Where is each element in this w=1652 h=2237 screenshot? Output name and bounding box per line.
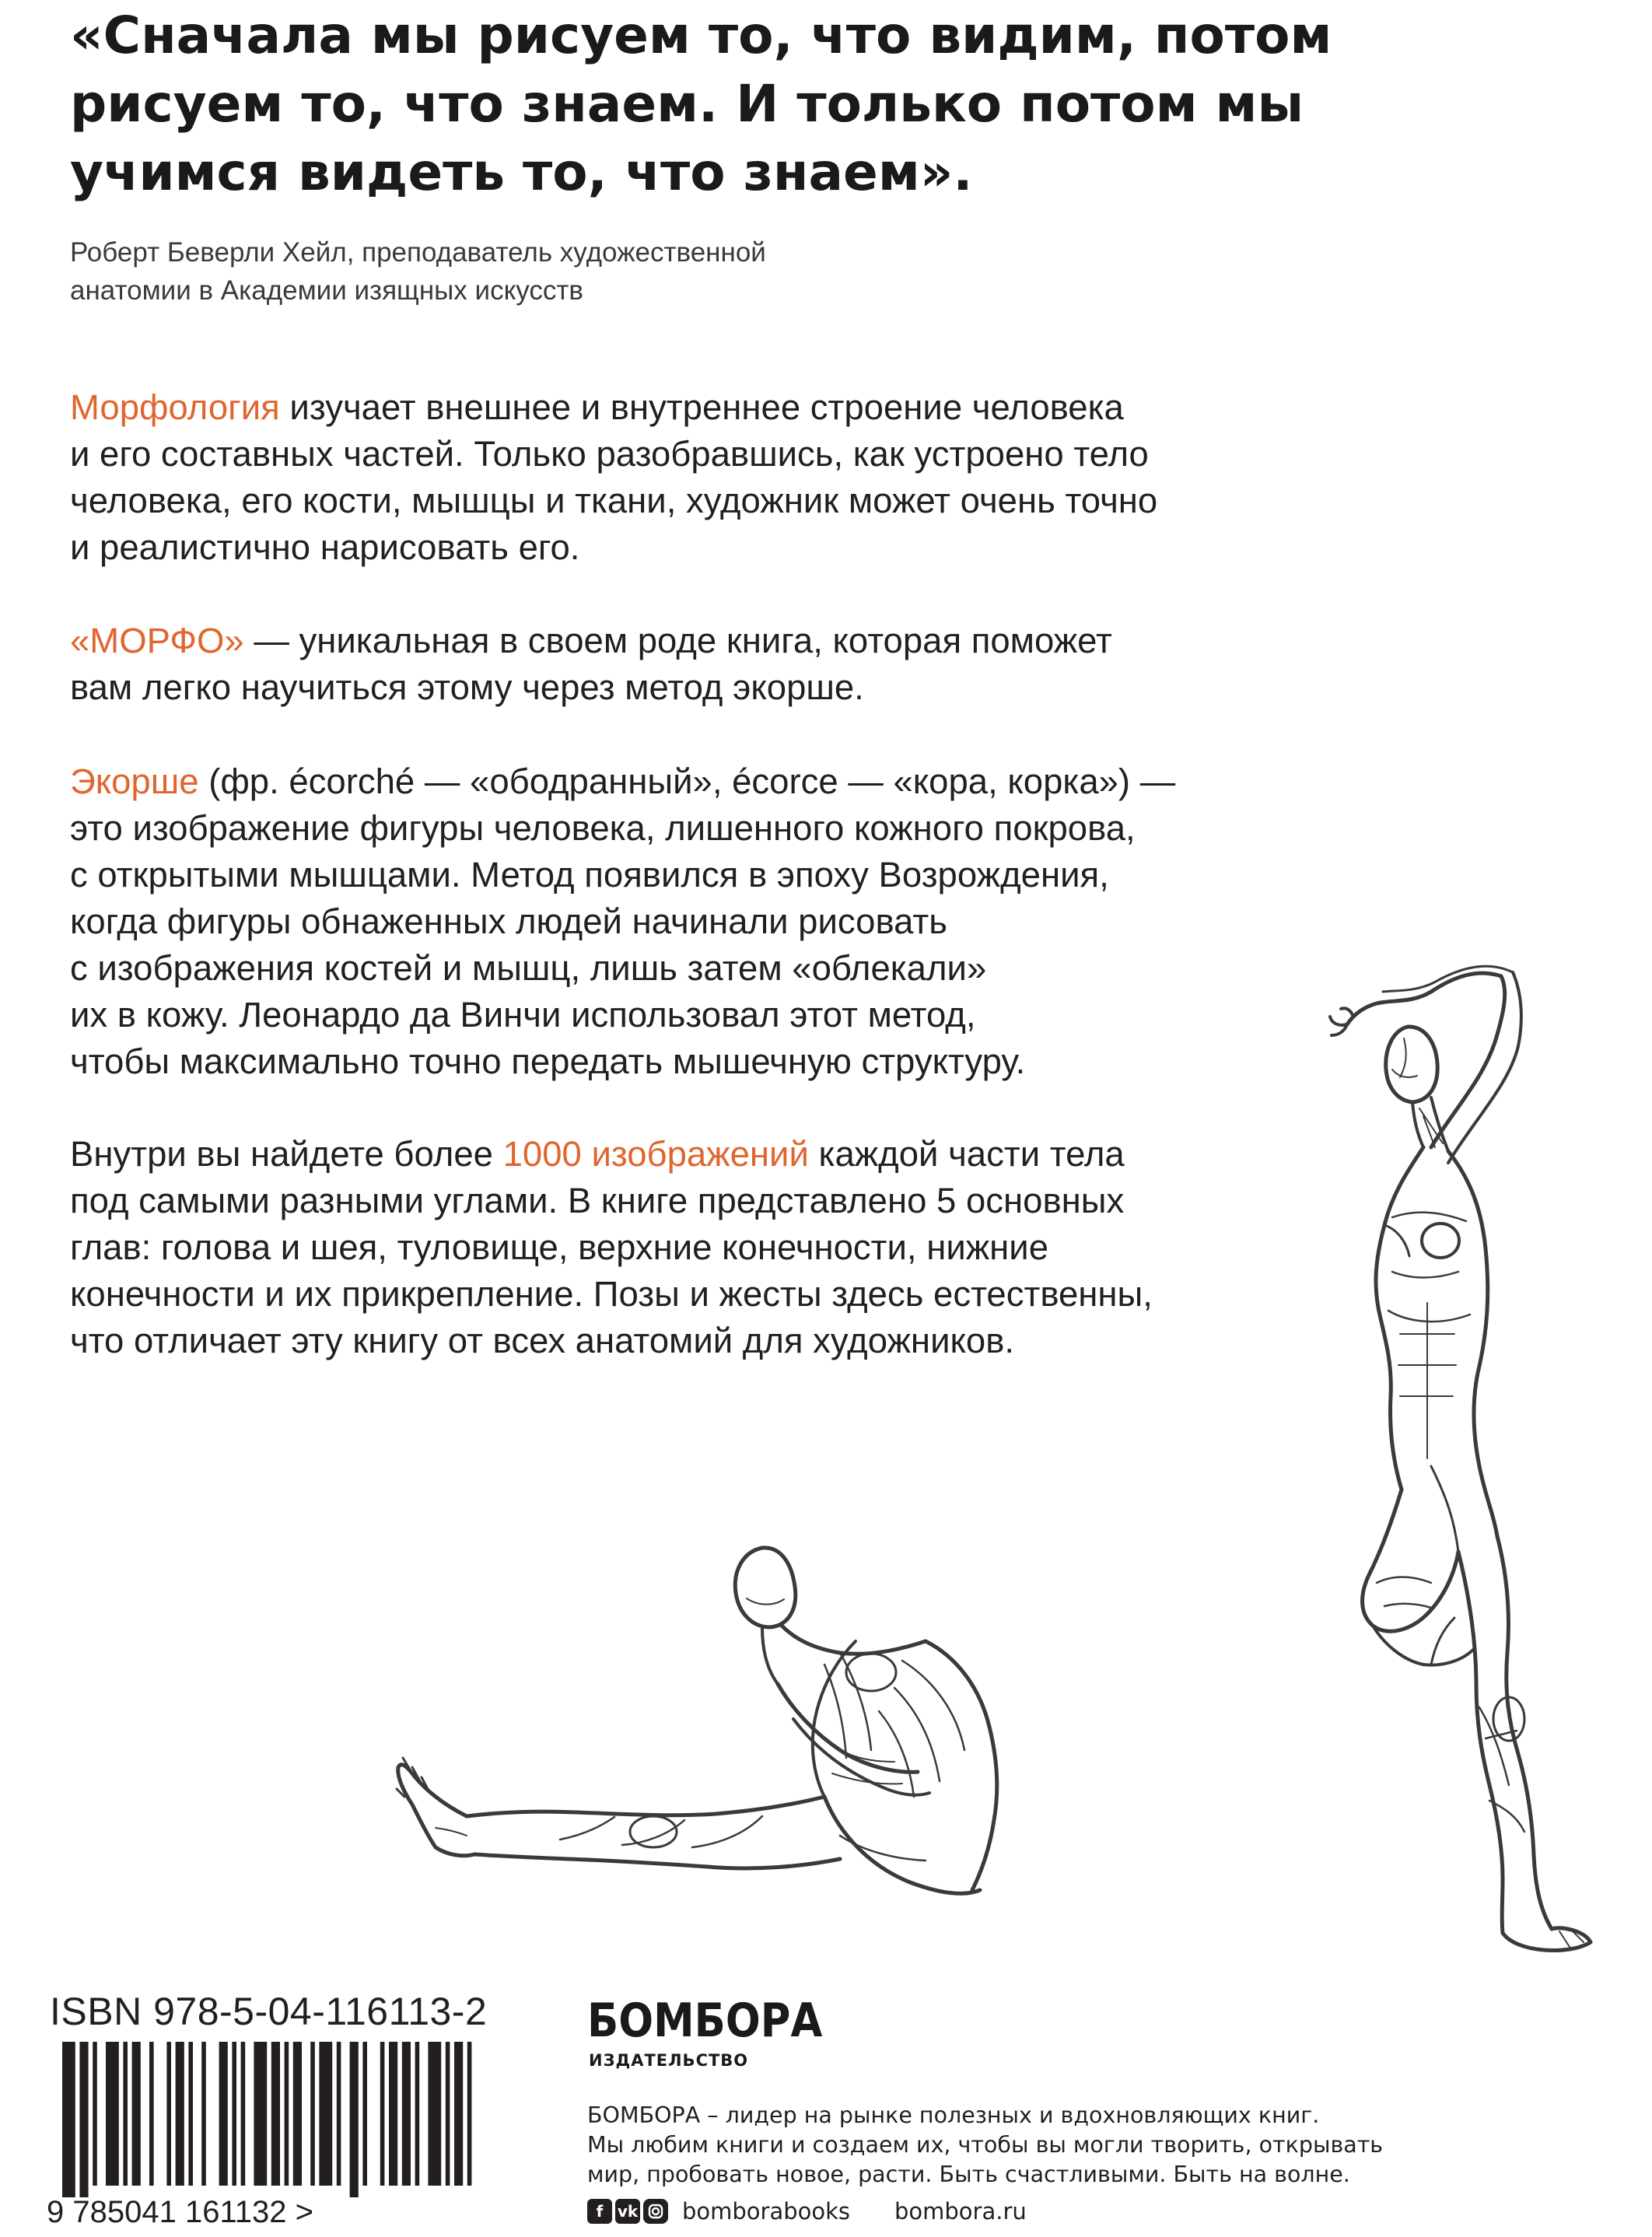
social-links — [587, 2196, 850, 2227]
paragraph-inside — [70, 1131, 1392, 1364]
barcode-bar — [219, 2042, 228, 2186]
barcode-bar — [285, 2042, 289, 2186]
paragraph-line — [70, 1131, 1392, 1178]
instagram-icon[interactable] — [643, 2199, 668, 2224]
paragraph-line: с изображения костей и мышц, лишь затем «облекали» — [70, 948, 987, 988]
paragraph-line: что отличает эту книгу от всех анатомий для художников. — [70, 1321, 1015, 1360]
isbn-label: ISBN 978-5-04-116113-2 — [50, 1990, 488, 2033]
quote-line: рисуем то, что знаем. И только потом мы — [70, 74, 1304, 134]
highlight-term: Экорше — [70, 761, 199, 801]
barcode-bar — [415, 2042, 420, 2186]
barcode-bar — [241, 2042, 246, 2186]
barcode-bar — [149, 2042, 154, 2186]
highlight-term: «МОРФО» — [70, 621, 244, 660]
paragraph-line: их в кожу. Леонардо да Винчи использовал этот метод, — [70, 995, 976, 1034]
paragraph-line — [70, 384, 1392, 431]
barcode-bar — [446, 2042, 450, 2186]
barcode-bar — [176, 2042, 184, 2186]
barcode-bar — [79, 2042, 88, 2197]
publisher-description-line: БОМБОРА – лидер на рынке полезных и вдохновляющих книг. — [587, 2102, 1320, 2128]
paragraph-text: (фр. écorché — «ободранный», écorce — «кора, корка») — — [198, 761, 1176, 801]
facebook-icon[interactable]: f — [587, 2199, 612, 2224]
barcode-bar — [310, 2042, 315, 2186]
paragraph-text: изучает внешнее и внутреннее строение человека — [279, 387, 1124, 427]
barcode-bar — [337, 2042, 341, 2186]
paragraph-text: Внутри вы найдете более — [70, 1134, 503, 1174]
attribution-line: Роберт Беверли Хейл, преподаватель художественной — [70, 237, 766, 268]
paragraph-line: конечности и их прикрепление. Позы и жесты здесь естественны, — [70, 1274, 1153, 1314]
barcode-bar — [467, 2042, 472, 2186]
barcode-bar — [271, 2042, 280, 2186]
seated-ecorche-figure-illustration — [358, 1525, 1104, 1968]
barcode-bar — [319, 2042, 332, 2186]
barcode-bar — [389, 2042, 397, 2186]
barcode-digits: 9 785041 161132 > — [47, 2195, 313, 2228]
barcode-bar — [362, 2042, 367, 2186]
paragraph-line: с открытыми мышцами. Метод появился в эпоху Возрождения, — [70, 855, 1109, 894]
paragraph-morphology — [70, 384, 1392, 571]
paragraph-line: под самыми разными углами. В книге представлено 5 основных — [70, 1181, 1125, 1220]
paragraph-text: — уникальная в своем роде книга, которая поможет — [243, 621, 1112, 660]
publisher-logo-text: БОМБОРА — [587, 1994, 823, 2048]
barcode-bar — [93, 2042, 97, 2186]
barcode-bar — [232, 2042, 236, 2186]
highlight-term: Морфология — [70, 387, 280, 427]
attribution-line: анатомии в Академии изящных искусств — [70, 275, 584, 306]
barcode-bar — [106, 2042, 119, 2186]
barcode-bar — [188, 2042, 193, 2186]
quote-line: «Сначала мы рисуем то, что видим, потом — [70, 5, 1332, 65]
highlight-term: 1000 изображений — [502, 1134, 809, 1174]
paragraph-line: это изображение фигуры человека, лишенного кожного покрова, — [70, 808, 1136, 848]
barcode-bar — [293, 2042, 302, 2186]
publisher-description-line: мир, пробовать новое, расти. Быть счастливыми. Быть на волне. — [587, 2162, 1350, 2187]
paragraph-morpho — [70, 618, 1392, 711]
social-handle[interactable]: bomborabooks — [682, 2198, 851, 2225]
paragraph-line: и его составных частей. Только разобравшись, как устроено тело — [70, 434, 1149, 474]
paragraph-line: и реалистично нарисовать его. — [70, 527, 580, 567]
barcode-bar — [166, 2042, 171, 2186]
paragraph-text: каждой части тела — [808, 1134, 1125, 1174]
paragraph-line — [70, 618, 1392, 664]
paragraph-ecorche — [70, 758, 1392, 1085]
publisher-description — [587, 2101, 1384, 2190]
paragraph-line: вам легко научиться этому через метод экорше. — [70, 667, 864, 707]
barcode-bar — [123, 2042, 128, 2186]
barcode-bar — [254, 2042, 267, 2186]
barcode-bar — [454, 2042, 463, 2186]
quote-attribution — [70, 233, 1003, 310]
paragraph-line: глав: голова и шея, туловище, верхние конечности, нижние — [70, 1227, 1049, 1267]
barcode-bar — [428, 2042, 441, 2186]
barcode-bar — [402, 2042, 411, 2186]
paragraph-line: чтобы максимально точно передать мышечную структуру. — [70, 1041, 1026, 1081]
paragraph-line — [70, 758, 1392, 805]
paragraph-line: когда фигуры обнаженных людей начинали рисовать — [70, 901, 947, 941]
barcode-bar — [62, 2042, 75, 2197]
quote-line: учимся видеть то, что знаем». — [70, 142, 973, 202]
publisher-description-line: Мы любим книги и создаем их, чтобы вы могли творить, открывать — [587, 2132, 1384, 2158]
barcode-bars — [62, 2042, 471, 2197]
vk-icon[interactable]: vk — [615, 2199, 640, 2224]
paragraph-line: человека, его кости, мышцы и ткани, художник может очень точно — [70, 481, 1158, 520]
barcode-bar — [132, 2042, 141, 2186]
isbn-barcode — [47, 2042, 513, 2228]
publisher-logo-subtitle: ИЗДАТЕЛЬСТВО — [589, 2051, 749, 2070]
publisher-website[interactable]: bombora.ru — [894, 2198, 1027, 2225]
barcode-bar — [380, 2042, 385, 2186]
barcode-bar — [201, 2042, 206, 2186]
standing-ecorche-figure-illustration — [1276, 961, 1602, 1964]
epigraph-quote — [70, 2, 1392, 207]
barcode-bar — [350, 2042, 359, 2197]
